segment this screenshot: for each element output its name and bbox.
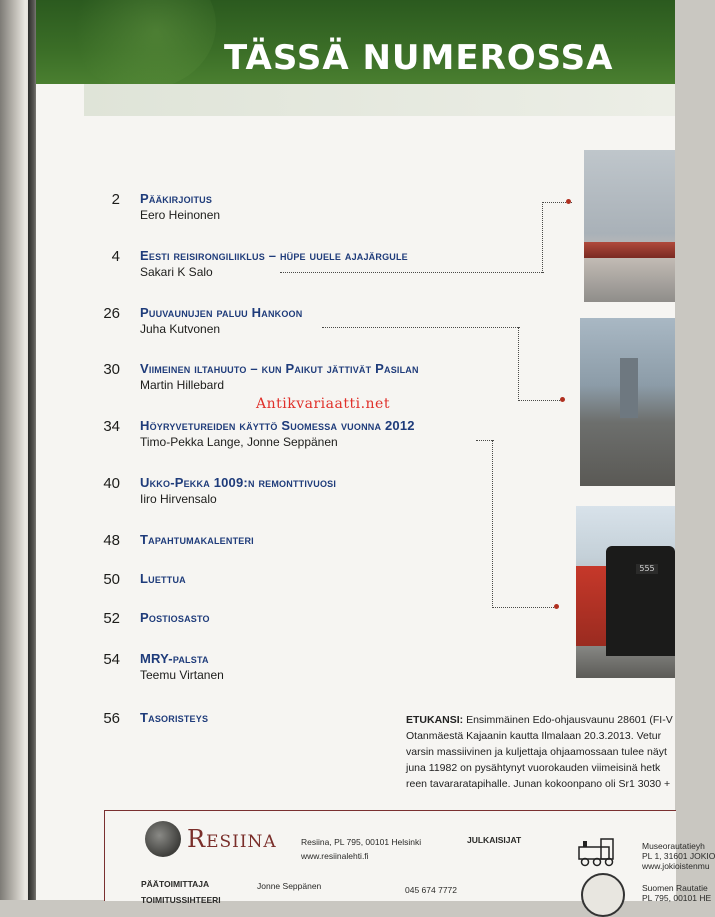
toc-title: Puuvaunujen paluu Hankoon	[140, 305, 303, 320]
publisher-address: Resiina, PL 795, 00101 Helsinki	[301, 837, 422, 847]
masthead-footer	[104, 810, 715, 905]
toc-author: Teemu Virtanen	[140, 668, 224, 682]
toc-page-number: 4	[111, 248, 120, 265]
toc-page-number: 30	[103, 361, 120, 378]
toc-title: Pääkirjoitus	[140, 191, 213, 206]
caption-line: Otanmäestä Kajaanin kautta Ilmalaan 20.3.2013. Vetur	[406, 730, 662, 742]
toc-author: Eero Heinonen	[140, 208, 221, 222]
watermark: Antikvariaatti.net	[256, 396, 390, 412]
caption-label: ETUKANSI:	[406, 714, 464, 726]
toc-title: Luettua	[140, 571, 186, 586]
toc-author: Martin Hillebard	[140, 378, 225, 392]
toc-page-number: 26	[103, 305, 120, 322]
caption-line: varsin massiivinen ja kuljettaja ohjaamossaan tulee näyt	[406, 746, 667, 758]
caption-line: reen tavararatapihalle. Junan kokoonpano oli Sr1 3030 +	[406, 778, 671, 790]
museum-address: PL 1, 31601 JOKIO	[642, 851, 715, 861]
photo-train-yard	[584, 150, 675, 302]
toc-page-number: 34	[103, 418, 120, 435]
society-address: PL 795, 00101 HE	[642, 893, 712, 903]
steam-locomotive	[606, 546, 675, 656]
toc-title: Ukko-Pekka 1009:n remonttivuosi	[140, 475, 337, 490]
toc-author: Iiro Hirvensalo	[140, 492, 217, 506]
toc-title: Höyryvetureiden käyttö Suomessa vuonna 2012	[140, 418, 415, 433]
toc-author: Juha Kutvonen	[140, 322, 221, 336]
caption-line: Ensimmäinen Edo-ohjausvaunu 28601 (FI-V	[466, 714, 673, 726]
leader-line	[492, 440, 493, 608]
header-shadow-band	[84, 84, 675, 116]
red-locomotive	[576, 566, 608, 646]
toc-author: Sakari K Salo	[140, 265, 213, 279]
tower-silhouette	[620, 358, 638, 418]
leader-dot	[566, 199, 571, 204]
website-link[interactable]: www.resiinalehti.fi	[301, 851, 369, 861]
cover-caption	[406, 712, 675, 794]
toc-title: Viimeinen iltahuuto – kun Paikut jättivät Pasilan	[140, 361, 419, 376]
toc-author: Timo-Pekka Lange, Jonne Seppänen	[140, 435, 338, 449]
toc-page-number: 40	[103, 475, 120, 492]
locomotive-number-plate: 555	[636, 564, 658, 574]
leader-dot	[560, 397, 565, 402]
brand-logo-text: Resiina	[187, 825, 277, 853]
leader-line	[492, 607, 558, 608]
toc-page-number: 52	[103, 610, 120, 627]
leader-line	[322, 327, 520, 328]
leader-line	[280, 272, 544, 273]
photo-steam-locomotive	[576, 506, 675, 678]
toc-page-number: 50	[103, 571, 120, 588]
toc-page-number: 2	[111, 191, 120, 208]
locomotive-icon	[575, 835, 627, 867]
caption-line: juna 11982 on pysähtynyt vuorokauden viimeisinä hetk	[406, 762, 661, 774]
toc-title: Eesti reisirongiliiklus – hüpe uuele ajajärgule	[140, 248, 408, 263]
resiina-logo-icon	[145, 821, 181, 857]
editor-name: Jonne Seppänen	[257, 881, 322, 891]
toc-title: Postiosasto	[140, 610, 210, 625]
toc-title: Tasoristeys	[140, 710, 209, 725]
society-name: Suomen Rautatie	[642, 883, 708, 893]
leader-line	[518, 400, 564, 401]
page-title: TÄSSÄ NUMEROSSA	[224, 38, 614, 78]
leader-line	[518, 327, 519, 401]
photo-depot	[580, 318, 675, 486]
society-seal-icon	[581, 873, 625, 917]
train-silhouette	[584, 242, 675, 258]
publishers-label: JULKAISIJAT	[467, 835, 522, 845]
museum-name: Museorautatieyh	[642, 841, 705, 851]
toc-title: MRY-palsta	[140, 651, 209, 666]
toc-title: Tapahtumakalenteri	[140, 532, 254, 547]
editor-phone: 045 674 7772	[405, 885, 457, 895]
leader-line	[542, 202, 543, 273]
toc-page-number: 54	[103, 651, 120, 668]
toc-page-number: 56	[103, 710, 120, 727]
toc-page-number: 48	[103, 532, 120, 549]
magazine-page	[36, 0, 715, 905]
editor-label: PÄÄTOIMITTAJA	[141, 879, 210, 889]
leader-dot	[554, 604, 559, 609]
header-banner	[36, 0, 675, 84]
leaf-graphic	[66, 0, 216, 90]
museum-website[interactable]: www.jokioistenmu	[642, 861, 710, 871]
staff-label: TOIMITUSSIHTEERI	[141, 895, 221, 905]
